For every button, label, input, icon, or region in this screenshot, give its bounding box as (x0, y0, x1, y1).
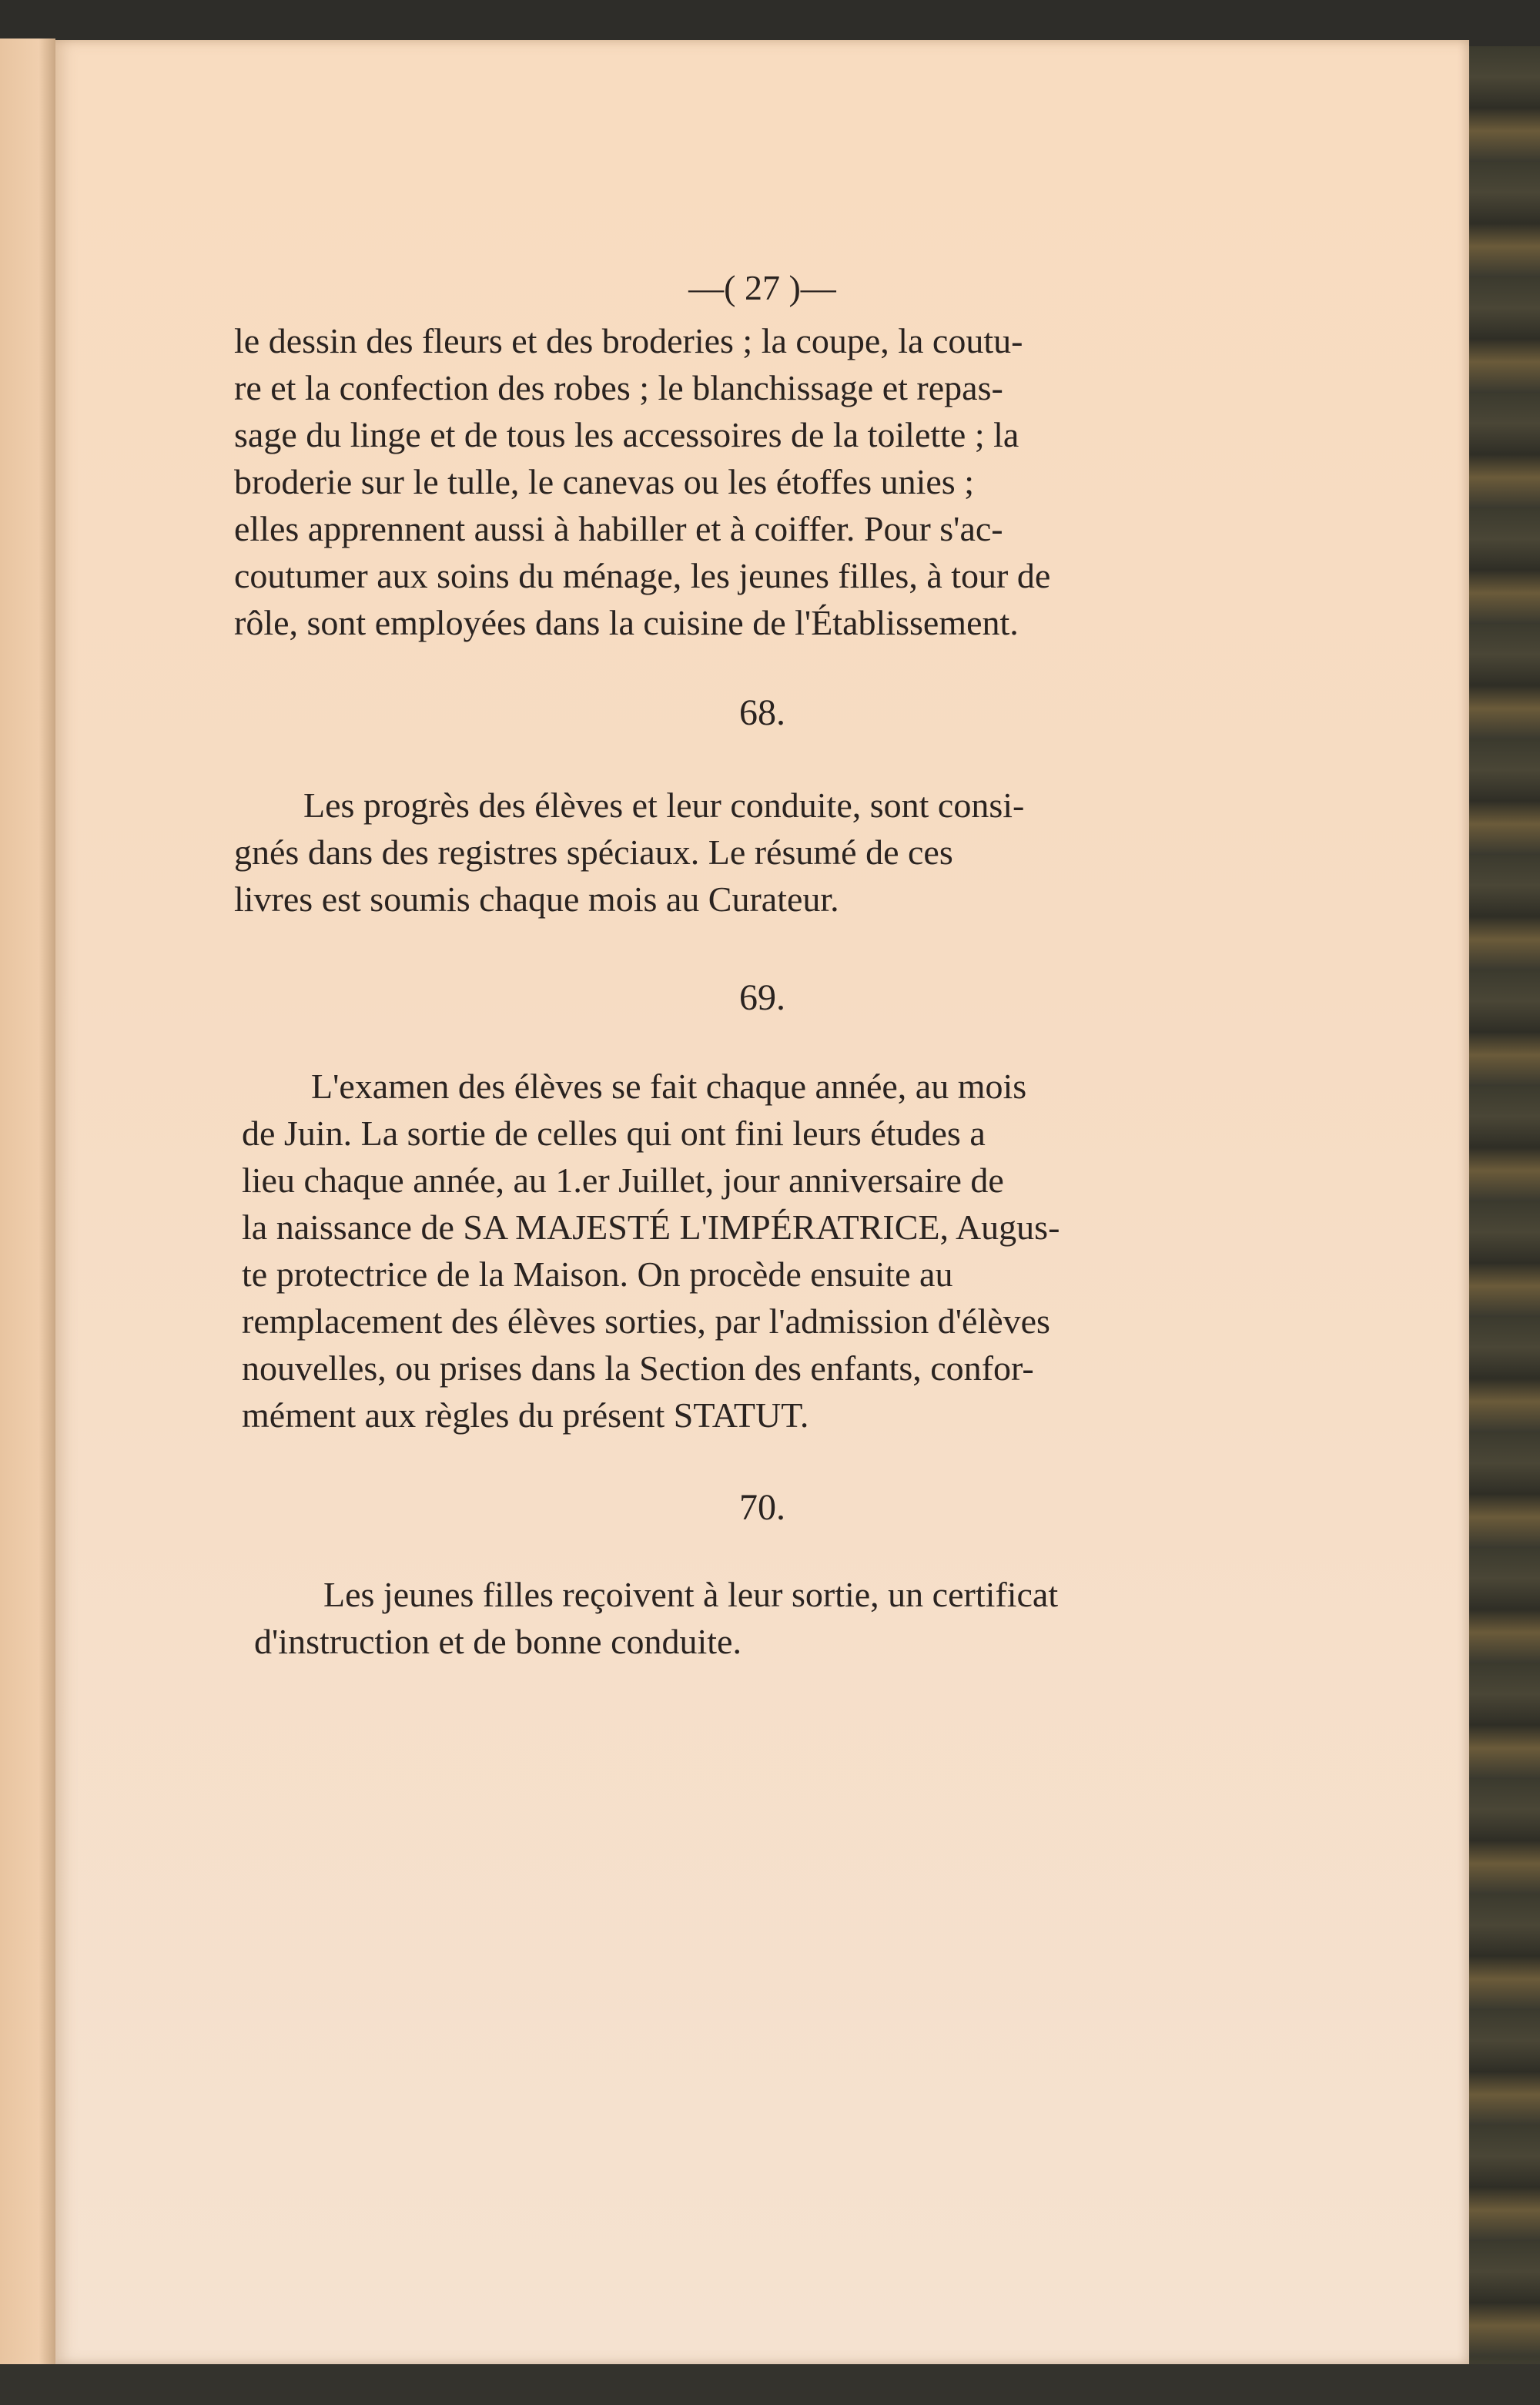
section-68-paragraph (234, 782, 1161, 923)
text-line: coutumer aux soins du ménage, les jeunes filles, à tour de (234, 556, 1051, 595)
book-cover-edge (1469, 46, 1540, 2364)
section-69-paragraph (242, 1063, 1169, 1439)
text-line: le dessin des fleurs et des broderies ; la coupe, la coutu- (234, 321, 1023, 360)
text-line: livres est soumis chaque mois au Curateur. (234, 879, 839, 919)
text-line: mément aux règles du présent STATUT. (242, 1395, 809, 1435)
text-line: elles apprennent aussi à habiller et à coiffer. Pour s'ac- (234, 509, 1003, 548)
text-line: d'instruction et de bonne conduite. (254, 1622, 742, 1661)
text-line: gnés dans des registres spéciaux. Le résumé de ces (234, 832, 953, 872)
section-number-69: 69. (739, 977, 785, 1018)
text-line: lieu chaque année, au 1.er Juillet, jour anniversaire de (242, 1161, 1004, 1200)
text-line: sage du linge et de tous les accessoires de la toilette ; la (234, 415, 1019, 454)
text-line: Les jeunes filles reçoivent à leur sortie, un certificat (323, 1575, 1059, 1614)
page-number-header: —( 27 )— (688, 268, 836, 307)
section-number-68: 68. (739, 692, 785, 733)
section-70-paragraph (254, 1571, 1181, 1665)
text-line: te protectrice de la Maison. On procède ensuite au (242, 1254, 953, 1294)
paragraph-continuation (234, 317, 1161, 646)
text-line: broderie sur le tulle, le canevas ou les étoffes unies ; (234, 462, 974, 501)
text-line: re et la confection des robes ; le blanchissage et repas- (234, 368, 1003, 407)
text-line: remplacement des élèves sorties, par l'admission d'élèves (242, 1301, 1050, 1341)
section-number-70: 70. (739, 1487, 785, 1528)
text-line: rôle, sont employées dans la cuisine de l'Établissement. (234, 603, 1019, 642)
facing-page-edge (0, 39, 55, 2364)
text-line: L'examen des élèves se fait chaque année, au mois (311, 1067, 1027, 1106)
scan-bottom-border (0, 2364, 1540, 2405)
text-line: la naissance de SA MAJESTÉ L'IMPÉRATRICE, Augus- (242, 1208, 1060, 1247)
text-line: de Juin. La sortie de celles qui ont fini leurs études a (242, 1114, 986, 1153)
text-line: nouvelles, ou prises dans la Section des enfants, confor- (242, 1348, 1034, 1388)
text-line: Les progrès des élèves et leur conduite, sont consi- (303, 785, 1025, 825)
